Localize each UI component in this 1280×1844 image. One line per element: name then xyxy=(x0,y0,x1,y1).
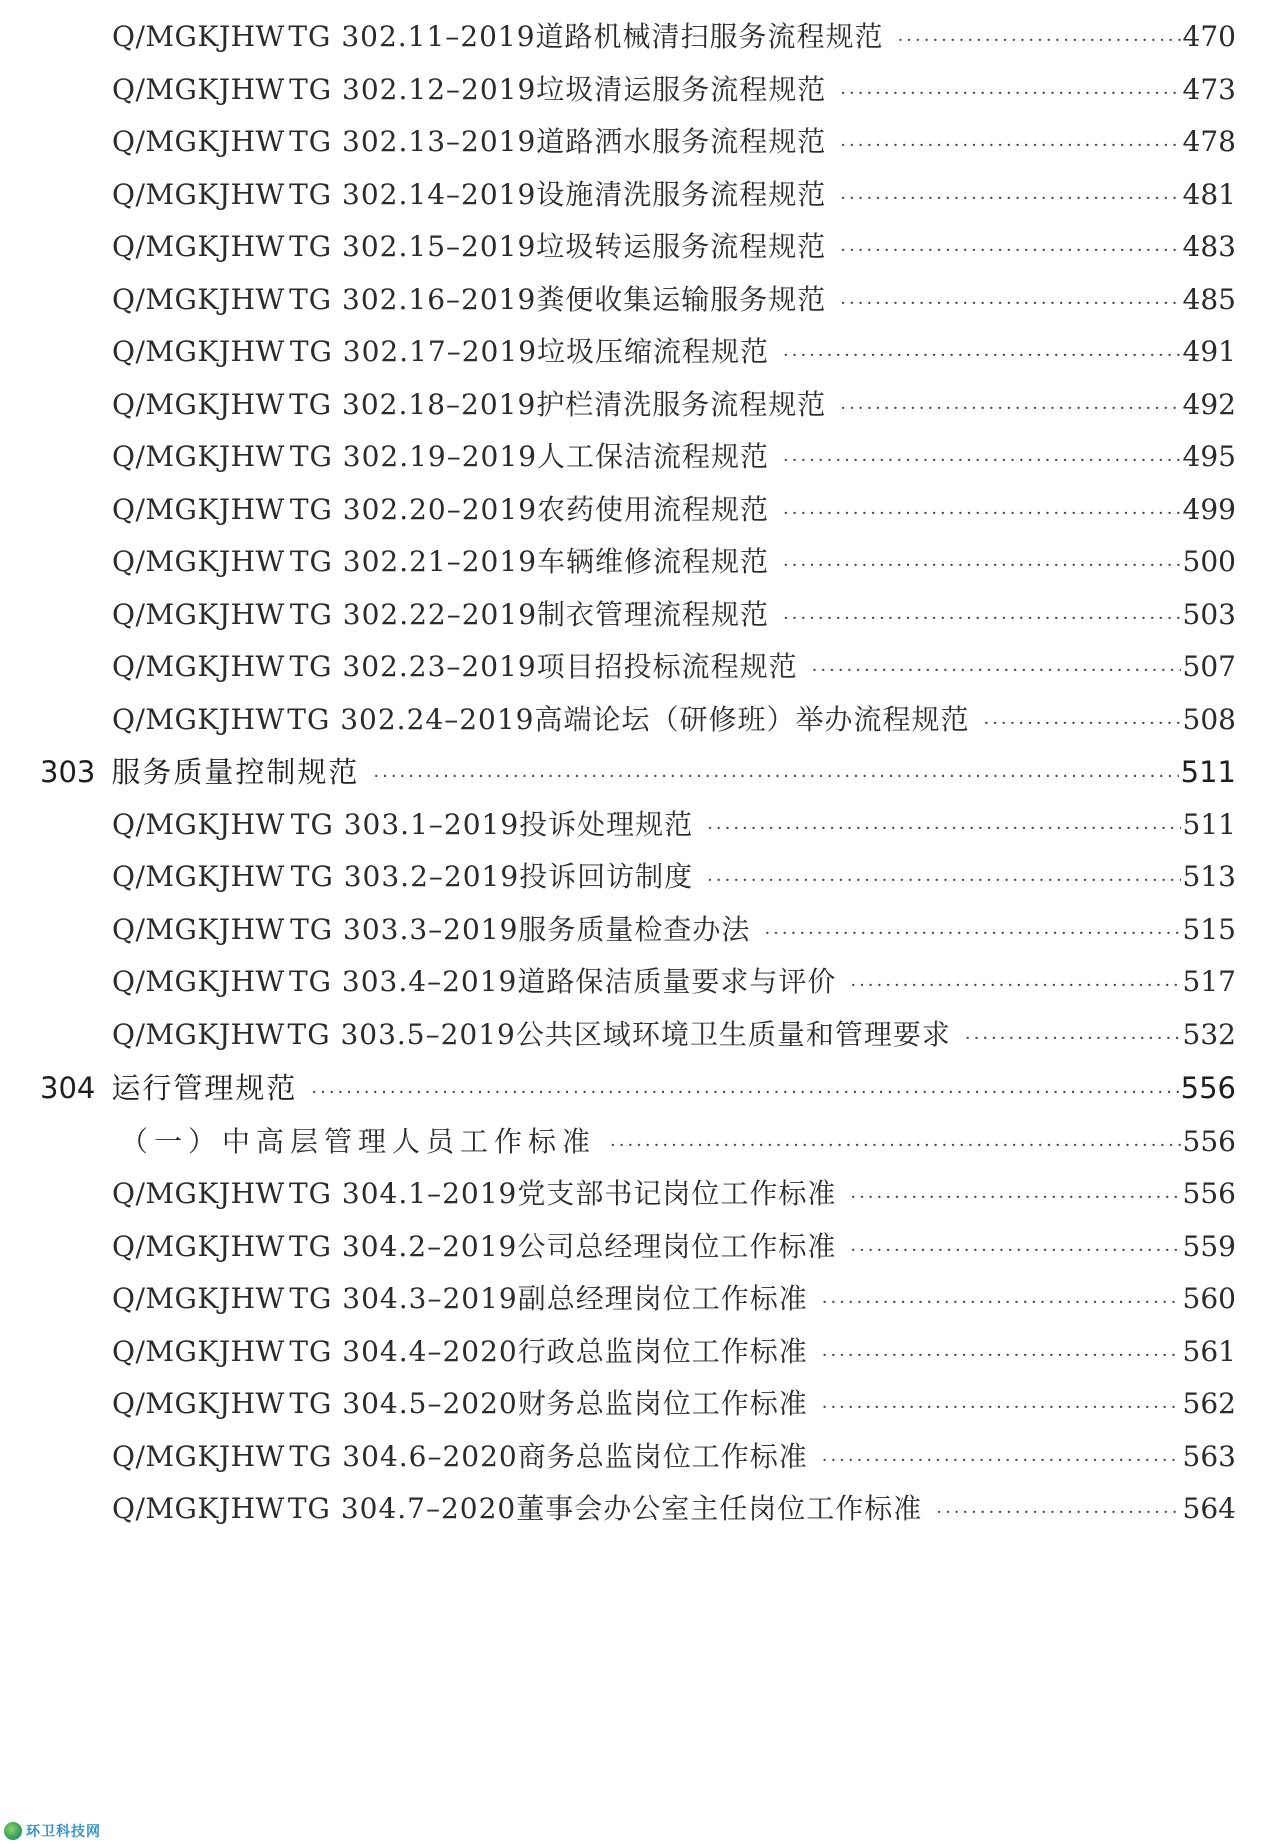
toc-entry xyxy=(112,1487,1236,1531)
page-number: 481 xyxy=(1182,178,1236,211)
page-number: 560 xyxy=(1182,1282,1236,1315)
standard-prefix: Q/MGKJHW xyxy=(112,178,285,211)
page-number: 562 xyxy=(1182,1387,1236,1420)
dot-leader xyxy=(936,1491,1180,1535)
entry-title: TG 304.6–2020商务总监岗位工作标准 xyxy=(289,1440,808,1473)
entry-title: TG 302.17–2019垃圾压缩流程规范 xyxy=(289,335,770,368)
entry-title: TG 302.18–2019护栏清洗服务流程规范 xyxy=(289,388,827,421)
toc-entry xyxy=(112,225,1236,269)
dot-leader xyxy=(840,124,1180,168)
toc-entry xyxy=(112,540,1236,584)
entry-title: TG 304.4–2020行政总监岗位工作标准 xyxy=(289,1335,808,1368)
dot-leader xyxy=(707,859,1180,903)
page-number: 470 xyxy=(1182,20,1236,53)
dot-leader xyxy=(783,439,1181,483)
standard-prefix: Q/MGKJHW xyxy=(112,1230,285,1263)
entry-title: TG 302.16–2019粪便收集运输服务规范 xyxy=(289,283,827,316)
page-number: 511 xyxy=(1182,808,1236,841)
standard-prefix: Q/MGKJHW xyxy=(112,1387,285,1420)
toc-entry xyxy=(112,593,1236,637)
entry-title: TG 303.3–2019服务质量检查办法 xyxy=(290,913,751,946)
watermark-text: 环卫科技网 xyxy=(26,1824,101,1840)
toc-entry xyxy=(112,908,1236,952)
toc-entry xyxy=(112,488,1236,532)
standard-prefix: Q/MGKJHW xyxy=(112,230,285,263)
page-number: 491 xyxy=(1182,335,1236,368)
toc-entry xyxy=(112,645,1236,689)
page-number: 495 xyxy=(1182,440,1236,473)
dot-leader xyxy=(983,702,1180,746)
toc-entry xyxy=(112,383,1236,427)
dot-leader xyxy=(311,1071,1178,1115)
page-number: 564 xyxy=(1182,1492,1236,1525)
standard-prefix: Q/MGKJHW xyxy=(112,388,285,421)
page-number: 556 xyxy=(1182,1125,1236,1158)
page-number: 473 xyxy=(1182,73,1236,106)
page-number: 556 xyxy=(1182,1177,1236,1210)
dot-leader xyxy=(812,649,1181,693)
standard-prefix: Q/MGKJHW xyxy=(112,335,285,368)
dot-leader xyxy=(783,544,1181,588)
standard-prefix: Q/MGKJHW xyxy=(112,598,285,631)
section-title: 服务质量控制规范 xyxy=(111,755,360,789)
toc-entry xyxy=(112,15,1236,59)
dot-leader xyxy=(822,1281,1181,1325)
page-number: 559 xyxy=(1182,1230,1236,1263)
standard-prefix: Q/MGKJHW xyxy=(112,440,285,473)
toc-subsection xyxy=(120,1120,1236,1164)
entry-title: TG 304.3–2019副总经理岗位工作标准 xyxy=(289,1282,808,1315)
toc-entry xyxy=(112,1435,1236,1479)
toc-entry xyxy=(112,698,1236,742)
entry-title: TG 302.19–2019人工保洁流程规范 xyxy=(289,440,770,473)
entry-title: TG 302.24–2019高端论坛（研修班）举办流程规范 xyxy=(287,703,970,736)
page-number: 508 xyxy=(1182,703,1236,736)
toc-entry xyxy=(112,803,1236,847)
entry-title: TG 304.2–2019公司总经理岗位工作标准 xyxy=(288,1230,837,1263)
page-number: 507 xyxy=(1182,650,1236,683)
entry-title: TG 304.5–2020财务总监岗位工作标准 xyxy=(289,1387,808,1420)
standard-prefix: Q/MGKJHW xyxy=(112,913,285,946)
toc-entry xyxy=(112,1382,1236,1426)
entry-title: TG 304.1–2019党支部书记岗位工作标准 xyxy=(288,1177,837,1210)
dot-leader xyxy=(840,229,1180,273)
page-number: 500 xyxy=(1182,545,1236,578)
page-number: 483 xyxy=(1182,230,1236,263)
dot-leader xyxy=(610,1124,1181,1168)
entry-title: TG 303.1–2019投诉处理规范 xyxy=(290,808,694,841)
dot-leader xyxy=(840,387,1180,431)
standard-prefix: Q/MGKJHW xyxy=(112,1335,285,1368)
page-number: 556 xyxy=(1180,1071,1236,1105)
toc-entry xyxy=(112,173,1236,217)
page-number: 511 xyxy=(1180,755,1236,789)
standard-prefix: Q/MGKJHW xyxy=(112,20,285,53)
section-number: 304 xyxy=(40,1071,96,1105)
toc-entry xyxy=(112,1277,1236,1321)
toc-entry xyxy=(112,960,1236,1004)
standard-prefix: Q/MGKJHW xyxy=(112,1282,285,1315)
dot-leader xyxy=(840,177,1180,221)
toc-section-304 xyxy=(40,1066,1236,1110)
page-number: 499 xyxy=(1182,493,1236,526)
dot-leader xyxy=(373,755,1178,799)
standard-prefix: Q/MGKJHW xyxy=(112,965,285,998)
entry-title: TG 302.22–2019制衣管理流程规范 xyxy=(289,598,770,631)
standard-prefix: Q/MGKJHW xyxy=(112,545,285,578)
toc-section-303 xyxy=(40,750,1236,794)
entry-title: TG 303.5–2019公共区域环境卫生质量和管理要求 xyxy=(287,1018,951,1051)
toc-entry xyxy=(112,68,1236,112)
standard-prefix: Q/MGKJHW xyxy=(112,1492,285,1525)
dot-leader xyxy=(707,807,1180,851)
page-number: 563 xyxy=(1182,1440,1236,1473)
dot-leader xyxy=(764,912,1180,956)
toc-entry xyxy=(112,120,1236,164)
standard-prefix: Q/MGKJHW xyxy=(112,650,285,683)
page-number: 532 xyxy=(1182,1018,1236,1051)
dot-leader xyxy=(822,1334,1181,1378)
toc-entry xyxy=(112,1330,1236,1374)
standard-prefix: Q/MGKJHW xyxy=(112,1440,285,1473)
page-number: 515 xyxy=(1182,913,1236,946)
entry-title: TG 302.13–2019道路洒水服务流程规范 xyxy=(289,125,827,158)
standard-prefix: Q/MGKJHW xyxy=(112,808,285,841)
site-watermark xyxy=(4,1820,101,1842)
dot-leader xyxy=(898,19,1181,63)
standard-prefix: Q/MGKJHW xyxy=(112,493,285,526)
dot-leader xyxy=(783,492,1181,536)
dot-leader xyxy=(850,1229,1180,1273)
dot-leader xyxy=(840,72,1180,116)
entry-title: TG 302.12–2019垃圾清运服务流程规范 xyxy=(289,73,827,106)
page-number: 517 xyxy=(1182,965,1236,998)
standard-prefix: Q/MGKJHW xyxy=(112,1177,285,1210)
page-number: 485 xyxy=(1182,283,1236,316)
page-number: 503 xyxy=(1182,598,1236,631)
dot-leader xyxy=(783,334,1181,378)
standard-prefix: Q/MGKJHW xyxy=(112,1018,285,1051)
entry-title: TG 303.2–2019投诉回访制度 xyxy=(290,860,694,893)
standard-prefix: Q/MGKJHW xyxy=(112,73,285,106)
standard-prefix: Q/MGKJHW xyxy=(112,860,285,893)
entry-title: TG 302.11–2019道路机械清扫服务流程规范 xyxy=(288,20,884,53)
toc-entry xyxy=(112,278,1236,322)
entry-title: TG 302.15–2019垃圾转运服务流程规范 xyxy=(289,230,827,263)
page-number: 492 xyxy=(1182,388,1236,421)
subsection-title: （一）中高层管理人员工作标准 xyxy=(120,1125,597,1158)
page-number: 478 xyxy=(1182,125,1236,158)
dot-leader xyxy=(965,1017,1181,1061)
dot-leader xyxy=(822,1386,1181,1430)
toc-entry xyxy=(112,1013,1236,1057)
standard-prefix: Q/MGKJHW xyxy=(112,283,285,316)
standard-prefix: Q/MGKJHW xyxy=(112,125,285,158)
entry-title: TG 303.4–2019道路保洁质量要求与评价 xyxy=(288,965,837,998)
toc-entry xyxy=(112,1172,1236,1216)
toc-entry xyxy=(112,1225,1236,1269)
entry-title: TG 302.21–2019车辆维修流程规范 xyxy=(289,545,770,578)
standard-prefix: Q/MGKJHW xyxy=(112,703,285,736)
entry-title: TG 304.7–2020董事会办公室主任岗位工作标准 xyxy=(287,1492,923,1525)
dot-leader xyxy=(840,282,1180,326)
page-number: 561 xyxy=(1182,1335,1236,1368)
dot-leader xyxy=(850,1176,1180,1220)
section-title: 运行管理规范 xyxy=(111,1071,298,1105)
entry-title: TG 302.20–2019农药使用流程规范 xyxy=(289,493,770,526)
toc-entry xyxy=(112,330,1236,374)
dot-leader xyxy=(850,964,1180,1008)
toc-entry xyxy=(112,435,1236,479)
section-number: 303 xyxy=(40,755,96,789)
site-logo-icon xyxy=(4,1822,22,1840)
dot-leader xyxy=(822,1439,1181,1483)
toc-entry xyxy=(112,855,1236,899)
entry-title: TG 302.14–2019设施清洗服务流程规范 xyxy=(289,178,827,211)
page-number: 513 xyxy=(1182,860,1236,893)
dot-leader xyxy=(783,597,1181,641)
entry-title: TG 302.23–2019项目招投标流程规范 xyxy=(289,650,798,683)
